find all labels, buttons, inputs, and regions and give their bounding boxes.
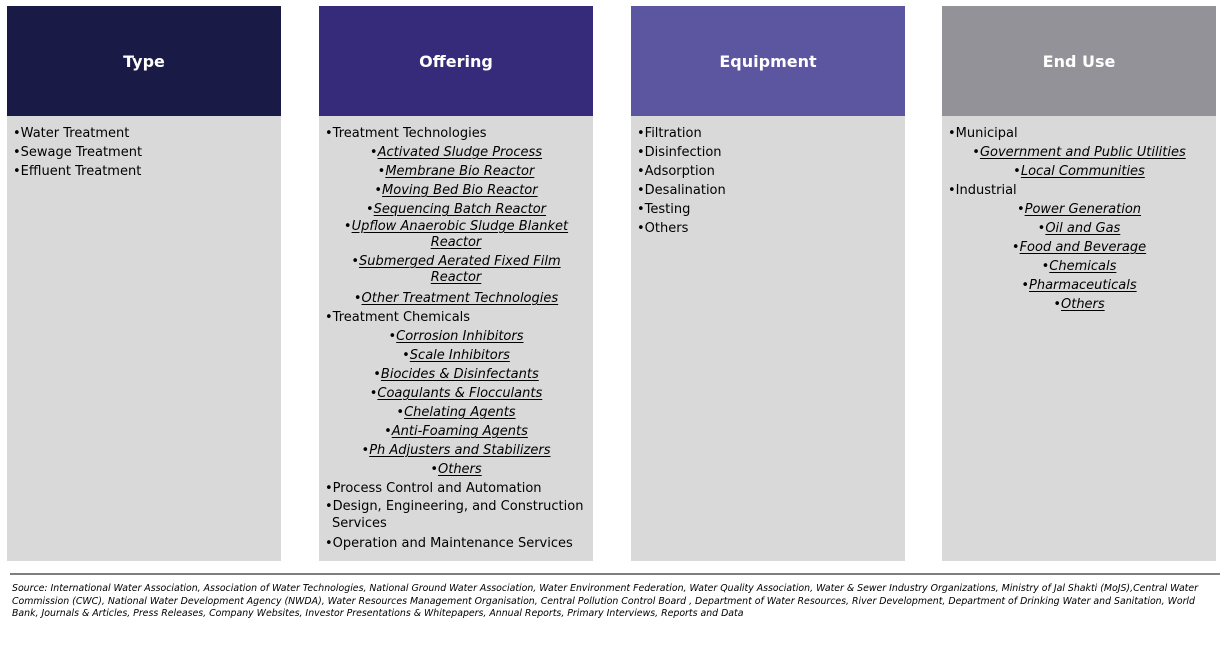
item-label: Industrial — [955, 183, 1017, 198]
bullet: • — [369, 386, 378, 401]
enduse-list — [942, 116, 1216, 314]
list-item: •Testing — [637, 202, 691, 217]
item-link[interactable]: Others — [1060, 297, 1105, 312]
list-item — [325, 534, 587, 553]
bullet: • — [948, 126, 956, 141]
type-title: Type — [123, 51, 165, 71]
sub-list-item[interactable] — [325, 327, 587, 346]
bullet: • — [402, 348, 410, 363]
enduse-header — [942, 6, 1216, 116]
bullet: • — [948, 183, 956, 198]
item-label: Treatment Technologies — [332, 126, 487, 141]
equipment-column — [631, 6, 905, 561]
item-label: Municipal — [955, 126, 1018, 141]
type-list — [7, 116, 281, 181]
bullet: • — [1011, 240, 1020, 255]
sub-list-item[interactable] — [325, 422, 587, 441]
sub-list-item[interactable] — [325, 219, 587, 251]
list-item — [325, 308, 587, 327]
item-link[interactable]: Other Treatment Technologies — [361, 291, 559, 306]
item-link[interactable]: Moving Bed Bio Reactor — [382, 183, 538, 198]
bullet: • — [361, 443, 370, 458]
sub-list-item[interactable] — [325, 365, 587, 384]
bullet: • — [369, 145, 378, 160]
offering-column — [319, 6, 593, 561]
type-header — [7, 6, 281, 116]
offering-list — [319, 116, 593, 553]
item-link[interactable]: Activated Sludge Process — [377, 145, 543, 160]
list-item: •Desalination — [637, 183, 726, 198]
list-item — [948, 124, 1210, 143]
sub-list-item[interactable] — [325, 181, 587, 200]
sub-list-item[interactable] — [948, 219, 1210, 238]
offering-header — [319, 6, 593, 116]
sub-list-item[interactable] — [325, 403, 587, 422]
sub-list-item[interactable] — [948, 276, 1210, 295]
sub-list-item[interactable] — [948, 238, 1210, 257]
item-link[interactable]: Food and Beverage — [1019, 240, 1147, 255]
bullet: • — [377, 164, 386, 179]
bullet: • — [353, 291, 362, 306]
item-link[interactable]: Government and Public Utilities — [979, 145, 1186, 160]
bullet: • — [1021, 278, 1030, 293]
list-item: •Effluent Treatment — [13, 164, 142, 179]
item-link[interactable]: Local Communities — [1020, 164, 1145, 179]
bullet: • — [373, 367, 381, 382]
equipment-header — [631, 6, 905, 116]
sub-list-item[interactable] — [948, 295, 1210, 314]
list-item: •Others — [637, 221, 689, 236]
bullet: • — [430, 462, 438, 477]
bullet: • — [384, 424, 392, 439]
list-item — [948, 181, 1210, 200]
sub-list-item[interactable] — [948, 200, 1210, 219]
equipment-title: Equipment — [719, 51, 817, 71]
bullet: • — [972, 145, 980, 160]
bullet: • — [374, 183, 383, 198]
bullet: • — [325, 126, 333, 141]
list-item — [325, 124, 587, 143]
item-link[interactable]: Submerged Aerated Fixed Film Reactor — [359, 254, 561, 285]
sub-list-item[interactable] — [325, 441, 587, 460]
item-link[interactable]: Sequencing Batch Reactor — [373, 202, 547, 217]
list-item: •Filtration — [637, 126, 702, 141]
list-item: •Adsorption — [637, 164, 715, 179]
sub-list-item[interactable] — [325, 254, 587, 286]
item-link[interactable]: Upflow Anaerobic Sludge Blanket Reactor — [351, 219, 569, 250]
item-link[interactable]: Biocides & Disinfectants — [380, 367, 539, 382]
type-column — [7, 6, 281, 561]
item-label: Operation and Maintenance Services — [332, 536, 573, 551]
bullet: • — [1037, 221, 1046, 236]
item-link[interactable]: Pharmaceuticals — [1029, 278, 1137, 293]
item-link[interactable]: Chelating Agents — [404, 405, 516, 420]
bullet: • — [325, 499, 333, 514]
divider — [10, 573, 1220, 575]
bullet: • — [325, 481, 333, 496]
bullet: • — [1016, 202, 1025, 217]
item-link[interactable]: Oil and Gas — [1045, 221, 1121, 236]
sub-list-item[interactable] — [948, 143, 1210, 162]
item-link[interactable]: Coagulants & Flocculants — [377, 386, 543, 401]
sub-list-item[interactable] — [325, 143, 587, 162]
item-link[interactable]: Others — [437, 462, 482, 477]
bullet: • — [343, 219, 352, 234]
bullet: • — [388, 329, 397, 344]
item-link[interactable]: Membrane Bio Reactor — [385, 164, 535, 179]
item-label: Treatment Chemicals — [332, 310, 471, 325]
enduse-title: End Use — [1042, 51, 1116, 71]
bullet: • — [1013, 164, 1021, 179]
list-item — [325, 498, 587, 532]
item-link[interactable]: Power Generation — [1024, 202, 1142, 217]
list-item — [325, 479, 587, 498]
bullet: • — [1053, 297, 1061, 312]
sub-list-item[interactable] — [948, 162, 1210, 181]
sub-list-item[interactable] — [948, 257, 1210, 276]
item-link[interactable]: Anti-Foaming Agents — [391, 424, 528, 439]
item-label: Process Control and Automation — [332, 481, 542, 496]
item-link[interactable]: Corrosion Inhibitors — [396, 329, 524, 344]
item-label: Design, Engineering, and Construction Services — [332, 499, 584, 531]
item-link[interactable]: Scale Inhibitors — [409, 348, 510, 363]
bullet: • — [396, 405, 405, 420]
bullet: • — [1041, 259, 1050, 274]
list-item: •Sewage Treatment — [13, 145, 143, 160]
sub-list-item[interactable] — [325, 384, 587, 403]
sub-list-item[interactable] — [325, 460, 587, 479]
item-link[interactable]: Chemicals — [1049, 259, 1117, 274]
list-item: •Disinfection — [637, 145, 722, 160]
equipment-list — [631, 116, 905, 238]
bullet: • — [365, 202, 374, 217]
enduse-column — [942, 6, 1216, 561]
source-note: Source: International Water Association, Association of Water Technologies, National Ground Water Association, Water Environment Federation, Water Quality Association, Water & Sewer Industry Organizations, Ministry of Jal Shakti (MoJS),Central Water Commission (CWC), National Water Development Agency (NWDA), Water Resources Management Organisation, Central Pollution Control Board , Department of Water Resources, River Development, Department of Drinking Water and Sanitation, World Bank, Journals & Articles, Press Releases, Company Websites, Investor Presentations & Whitepapers, Annual Reports, Primary Interviews, Reports and Data — [12, 583, 1198, 619]
sub-list-item[interactable] — [325, 200, 587, 219]
offering-title: Offering — [419, 51, 493, 71]
sub-list-item[interactable] — [325, 346, 587, 365]
sub-list-item[interactable] — [325, 162, 587, 181]
item-link[interactable]: Ph Adjusters and Stabilizers — [369, 443, 551, 458]
bullet: • — [351, 254, 360, 269]
bullet: • — [325, 310, 333, 325]
sub-list-item[interactable] — [325, 289, 587, 308]
bullet: • — [325, 536, 333, 551]
list-item: •Water Treatment — [13, 126, 130, 141]
